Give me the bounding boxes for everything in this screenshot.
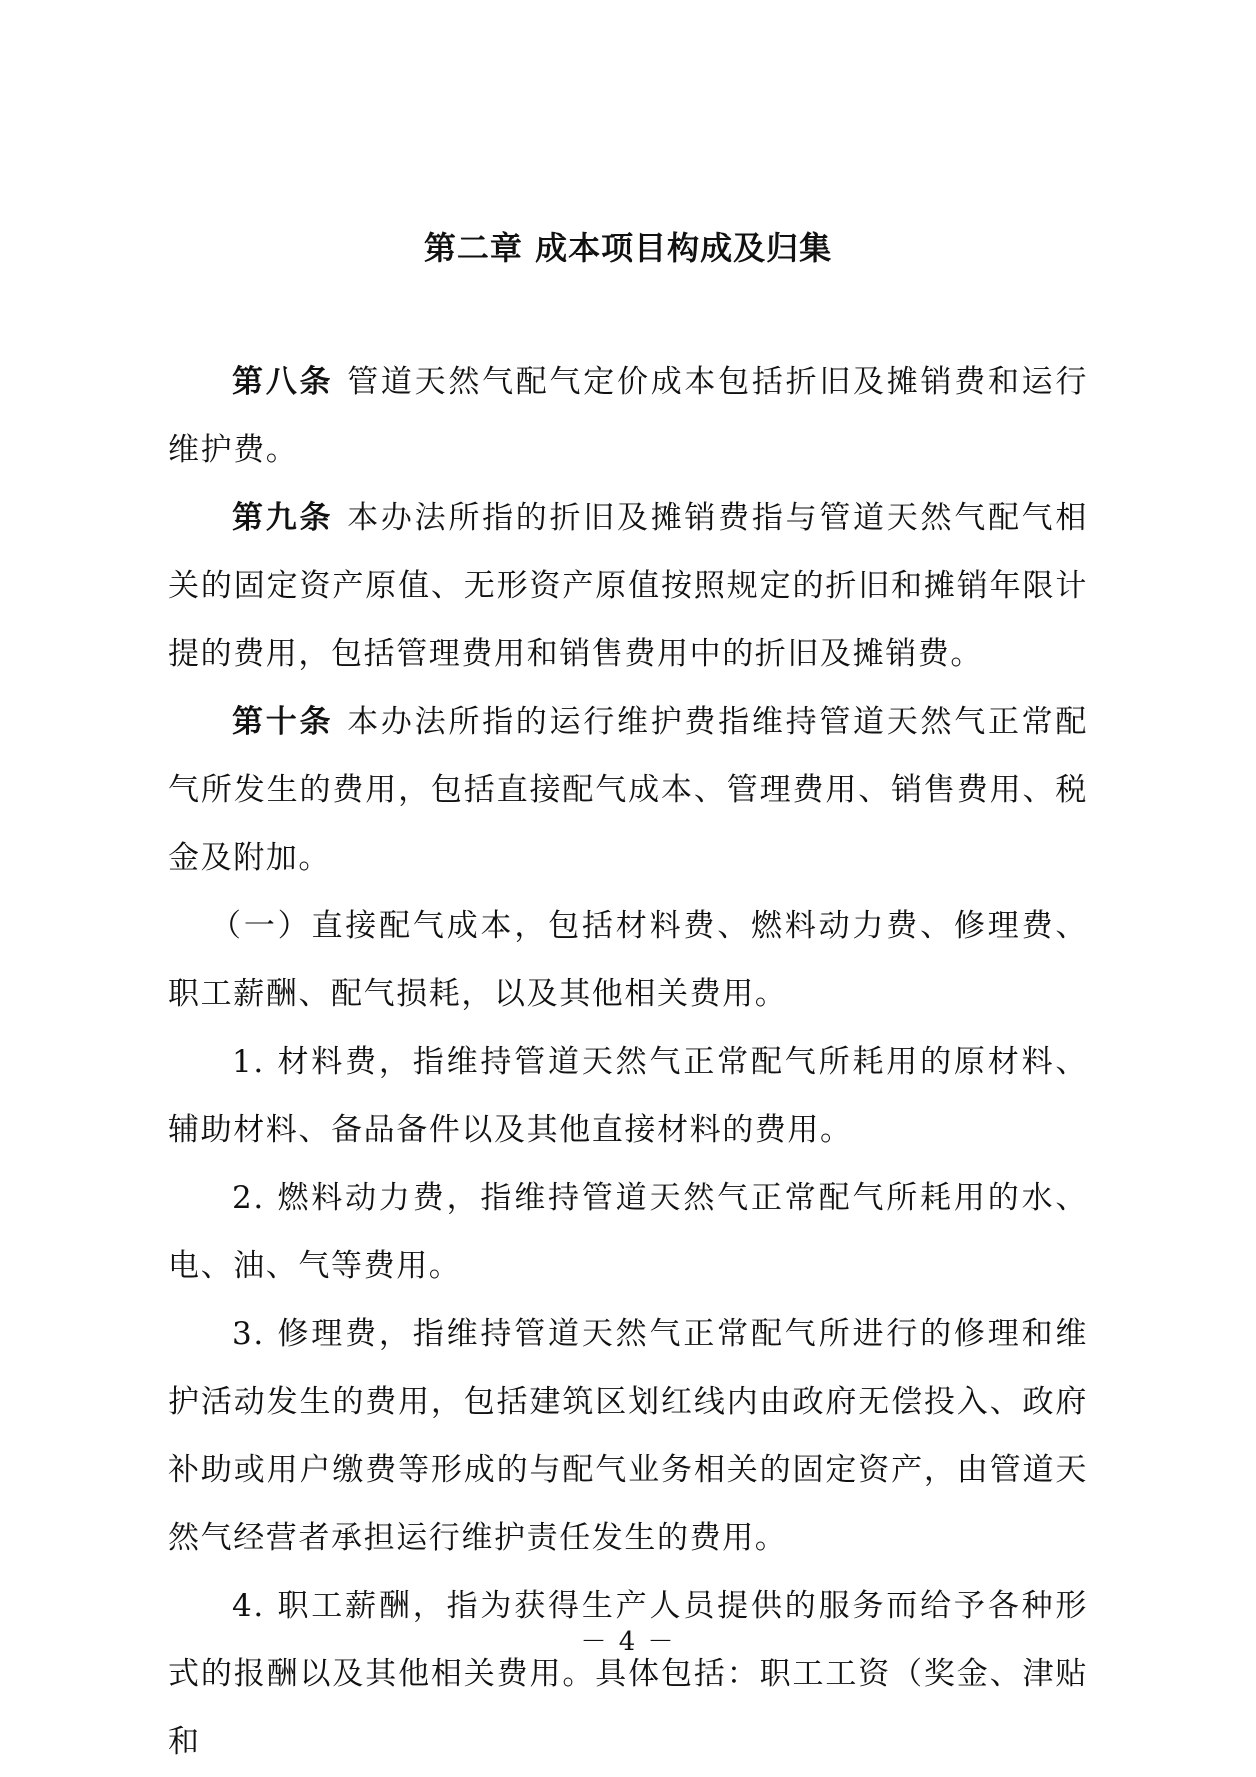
item-3-paragraph <box>168 1300 1088 1572</box>
item-2-paragraph <box>168 1164 1088 1300</box>
page-number: － 4 － <box>580 1627 676 1657</box>
article-number: 第九条 <box>232 500 334 536</box>
article-text: 管道天然气配气定价成本包括折旧及摊销费和运行维护费。 <box>168 364 1088 468</box>
item-text: 1. 材料费，指维持管道天然气正常配气所耗用的原材料、辅助材料、备品备件以及其他直接材料的费用。 <box>168 1044 1088 1148</box>
item-1-paragraph <box>168 1028 1088 1164</box>
clause-1-paragraph <box>168 892 1088 1028</box>
article-text: 本办法所指的折旧及摊销费指与管道天然气配气相关的固定资产原值、无形资产原值按照规定的折旧和摊销年限计提的费用，包括管理费用和销售费用中的折旧及摊销费。 <box>168 500 1088 672</box>
article-number: 第十条 <box>232 704 334 740</box>
item-text: 4. 职工薪酬，指为获得生产人员提供的服务而给予各种形式的报酬以及其他相关费用。具体包括：职工工资（奖金、津贴和 <box>168 1588 1088 1760</box>
item-text: 2. 燃料动力费，指维持管道天然气正常配气所耗用的水、电、油、气等费用。 <box>168 1180 1088 1284</box>
clause-text: （一）直接配气成本，包括材料费、燃料动力费、修理费、职工薪酬、配气损耗，以及其他相关费用。 <box>168 908 1088 1012</box>
article-number: 第八条 <box>232 364 334 400</box>
article-9-paragraph <box>168 484 1088 688</box>
article-text: 本办法所指的运行维护费指维持管道天然气正常配气所发生的费用，包括直接配气成本、管理费用、销售费用、税金及附加。 <box>168 704 1088 876</box>
article-10-paragraph <box>168 688 1088 892</box>
item-text: 3. 修理费，指维持管道天然气正常配气所进行的修理和维护活动发生的费用，包括建筑区划红线内由政府无偿投入、政府补助或用户缴费等形成的与配气业务相关的固定资产，由管道天然气经营者承担运行维护责任发生的费用。 <box>168 1316 1088 1556</box>
body-text <box>168 348 1088 1776</box>
item-4-paragraph <box>168 1572 1088 1776</box>
chapter-title: 第二章 成本项目构成及归集 <box>423 229 833 267</box>
article-8-paragraph <box>168 348 1088 484</box>
